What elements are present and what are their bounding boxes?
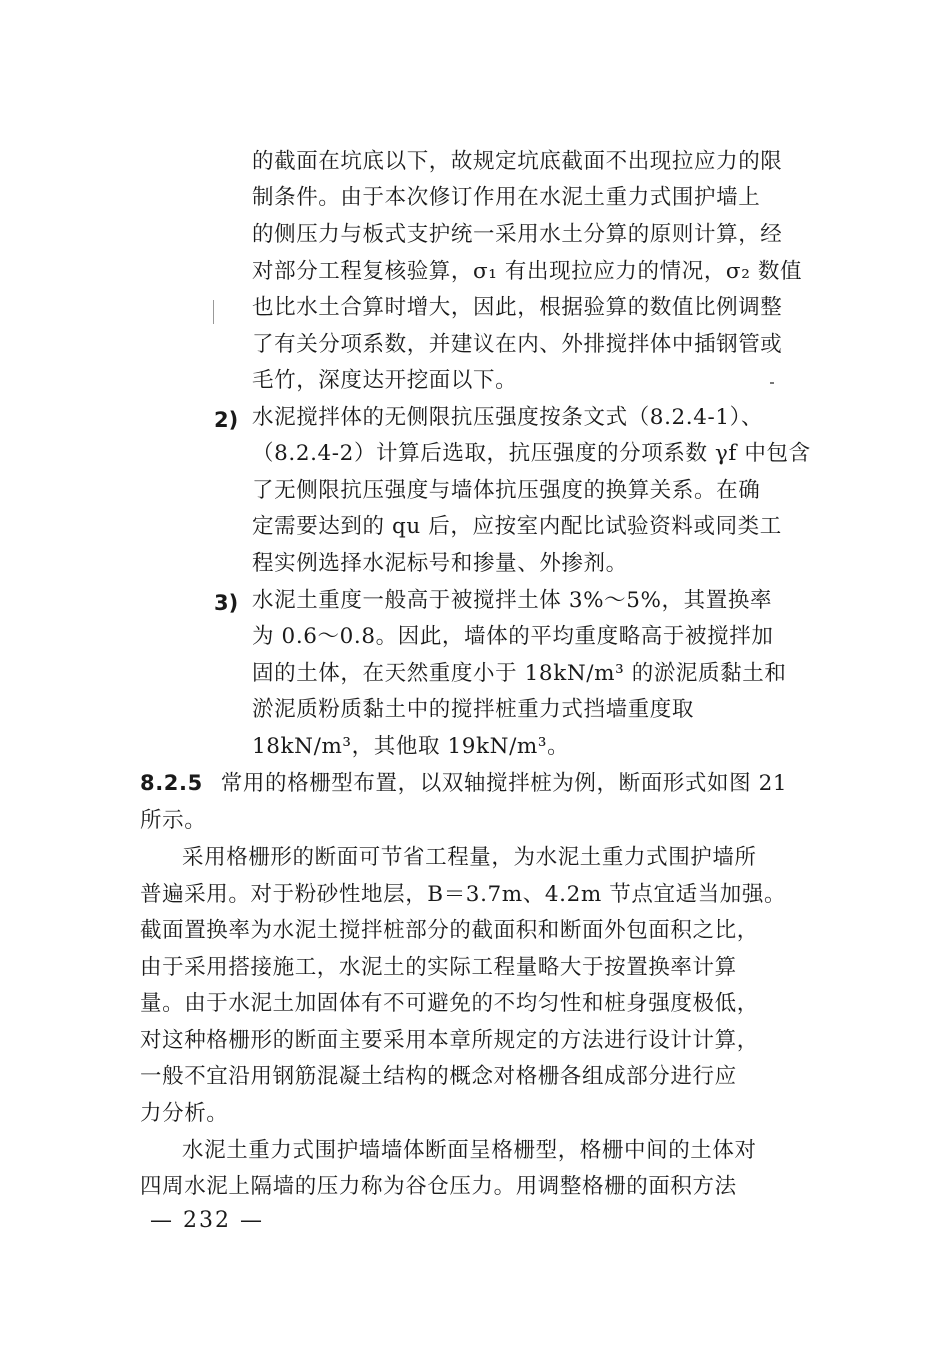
text-line: 力分析。 [140, 1101, 229, 1126]
text-line: 了无侧限抗压强度与墙体抗压强度的换算关系。在确 [252, 478, 761, 503]
text-line: 水泥土重力式围护墙墙体断面呈格栅型，格栅中间的土体对 [182, 1138, 757, 1163]
text-line: 四周水泥上隔墙的压力称为谷仓压力。用调整格栅的面积方法 [140, 1174, 737, 1199]
page-number: — 232 — [150, 1208, 264, 1233]
text-line: 的截面在坑底以下，故规定坑底截面不出现拉应力的限 [252, 149, 783, 174]
text-line: 一般不宜沿用钢筋混凝土结构的概念对格栅各组成部分进行应 [140, 1064, 737, 1089]
text-line: 也比水土合算时增大，因此，根据验算的数值比例调整 [252, 295, 783, 320]
text-line: 制条件。由于本次修订作用在水泥土重力式围护墙上 [252, 185, 761, 210]
text-line: 对部分工程复核验算，σ₁ 有出现拉应力的情况，σ₂ 数值 [252, 259, 803, 284]
text-line: 水泥土重度一般高于被搅拌土体 3%～5%，其置换率 [252, 588, 773, 613]
text-line: 定需要达到的 qu 后，应按室内配比试验资料或同类工 [252, 514, 782, 539]
text-line: 所示。 [140, 808, 207, 833]
text-line: 量。由于水泥土加固体有不可避免的不均匀性和桩身强度极低， [140, 991, 759, 1016]
item-number: 3) [214, 591, 239, 615]
text-line: 程实例选择水泥标号和掺量、外掺剂。 [252, 551, 628, 576]
section-number: 8.2.5 [140, 771, 203, 795]
text-line: 淤泥质粉质黏土中的搅拌桩重力式挡墙重度取 [252, 697, 695, 722]
text-line: 水泥搅拌体的无侧限抗压强度按条文式（8.2.4-1）、 [252, 405, 764, 430]
text-line: 截面置换率为水泥土搅拌桩部分的截面积和断面外包面积之比， [140, 918, 759, 943]
text-line: 18kN/m³，其他取 19kN/m³。 [252, 734, 570, 759]
scan-mark [213, 300, 214, 324]
scan-mark [770, 382, 774, 384]
text-line: 固的土体，在天然重度小于 18kN/m³ 的淤泥质黏土和 [252, 661, 787, 686]
text-line: 了有关分项系数，并建议在内、外排搅拌体中插钢管或 [252, 332, 783, 357]
text-line: 毛竹，深度达开挖面以下。 [252, 368, 518, 393]
text-line: 为 0.6～0.8。因此，墙体的平均重度略高于被搅拌加 [252, 624, 774, 649]
text-line: 由于采用搭接施工，水泥土的实际工程量略大于按置换率计算 [140, 955, 737, 980]
text-line: （8.2.4-2）计算后选取，抗压强度的分项系数 γf 中包含 [252, 441, 811, 466]
item-number: 2) [214, 408, 239, 432]
text-line: 采用格栅形的断面可节省工程量，为水泥土重力式围护墙所 [182, 845, 757, 870]
text-line: 的侧压力与板式支护统一采用水土分算的原则计算，经 [252, 222, 783, 247]
text-line: 对这种格栅形的断面主要采用本章所规定的方法进行设计计算， [140, 1028, 759, 1053]
section-heading-line [140, 773, 787, 795]
text-line: 普遍采用。对于粉砂性地层，B＝3.7m、4.2m 节点宜适当加强。 [140, 882, 787, 907]
text-line: 常用的格栅型布置，以双轴搅拌桩为例，断面形式如图 21 [220, 771, 788, 796]
